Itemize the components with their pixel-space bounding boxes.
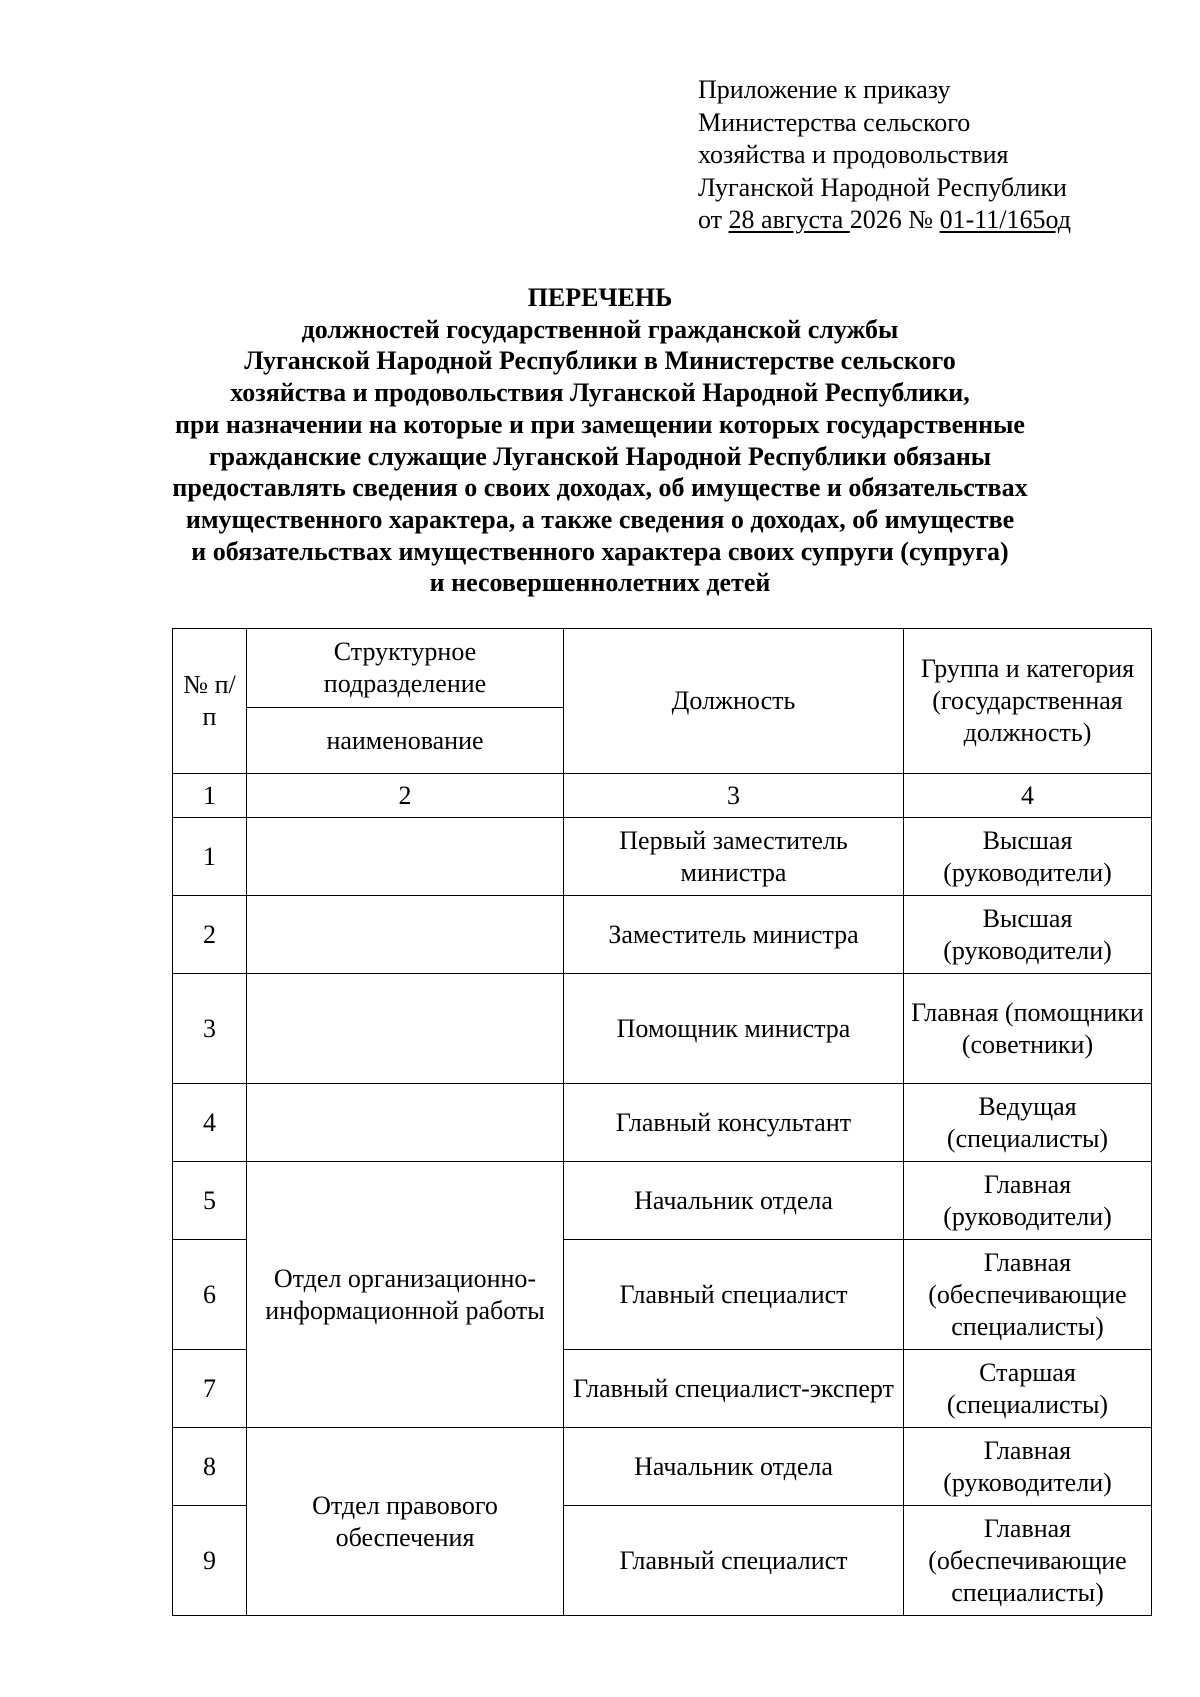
date-prefix: от	[698, 205, 729, 234]
appendix-line: хозяйства и продовольствия	[698, 140, 1009, 169]
appendix-line: Приложение к приказу	[698, 75, 951, 104]
row-number: 8	[173, 1428, 247, 1506]
row-position: Начальник отдела	[564, 1428, 904, 1506]
row-position: Главный специалист	[564, 1240, 904, 1350]
row-unit-empty	[247, 896, 564, 974]
row-unit-empty	[247, 818, 564, 896]
title-line: имущественного характера, а также сведения о доходах, об имуществе	[185, 504, 1015, 534]
row-group: Главная (руководители)	[904, 1162, 1152, 1240]
row-unit: Отдел организационно-информационной работы	[247, 1162, 564, 1428]
row-position: Начальник отдела	[564, 1162, 904, 1240]
row-group: Ведущая (специалисты)	[904, 1084, 1152, 1162]
row-position: Главный специалист-эксперт	[564, 1350, 904, 1428]
table-row	[173, 1084, 1152, 1162]
table-row	[173, 896, 1152, 974]
row-group: Главная (руководители)	[904, 1428, 1152, 1506]
header-struct: Структурное подразделение	[247, 629, 564, 708]
row-position: Заместитель министра	[564, 896, 904, 974]
title-heading: ПЕРЕЧЕНЬ	[527, 283, 673, 312]
row-group: Главная (обеспечивающие специалисты)	[904, 1240, 1152, 1350]
number-prefix: №	[901, 205, 940, 234]
order-date-line	[698, 204, 1071, 237]
header-struct-name: наименование	[247, 708, 564, 774]
row-unit-empty	[247, 974, 564, 1084]
appendix-line: Луганской Народной Республики	[698, 172, 1067, 202]
positions-table	[172, 628, 1152, 1616]
header-row	[173, 629, 1152, 708]
header-group: Группа и категория (государственная должность)	[904, 629, 1152, 774]
col-number: 1	[173, 774, 247, 818]
table-row	[173, 1162, 1152, 1240]
row-number: 9	[173, 1506, 247, 1616]
row-group: Главная (помощники (советники)	[904, 974, 1152, 1084]
header-num: № п/п	[173, 629, 247, 774]
row-number: 7	[173, 1350, 247, 1428]
order-date: 28 августа	[728, 205, 850, 234]
row-number: 5	[173, 1162, 247, 1240]
title-line: и обязательствах имущественного характера своих супруги (супруга)	[191, 536, 1009, 566]
row-unit-empty	[247, 1084, 564, 1162]
appendix-header	[698, 74, 1071, 237]
title-line: должностей государственной гражданской службы	[301, 314, 899, 344]
order-year: 2026	[849, 205, 902, 234]
row-position: Помощник министра	[564, 974, 904, 1084]
row-number: 1	[173, 818, 247, 896]
col-number: 2	[247, 774, 564, 818]
col-number: 3	[564, 774, 904, 818]
appendix-line: Министерства сельского	[698, 107, 971, 137]
row-group: Высшая (руководители)	[904, 818, 1152, 896]
table-row	[173, 1428, 1152, 1506]
table-row	[173, 974, 1152, 1084]
title-line: предоставлять сведения о своих доходах, об имуществе и обязательствах	[172, 473, 1028, 503]
row-position: Главный специалист	[564, 1506, 904, 1616]
title-line: гражданские служащие Луганской Народной Республики обязаны	[208, 441, 992, 471]
col-number: 4	[904, 774, 1152, 818]
row-group: Высшая (руководители)	[904, 896, 1152, 974]
header-position: Должность	[564, 629, 904, 774]
row-number: 3	[173, 974, 247, 1084]
title-line: Луганской Народной Республики в Министерстве сельского	[244, 346, 956, 376]
row-number: 6	[173, 1240, 247, 1350]
row-position: Главный консультант	[564, 1084, 904, 1162]
row-position: Первый заместитель министра	[564, 818, 904, 896]
column-number-row	[173, 774, 1152, 818]
document-title	[150, 282, 1050, 599]
row-group: Старшая (специалисты)	[904, 1350, 1152, 1428]
title-line: хозяйства и продовольствия Луганской Народной Республики,	[230, 378, 970, 408]
row-number: 4	[173, 1084, 247, 1162]
row-number: 2	[173, 896, 247, 974]
title-line: при назначении на которые и при замещении которых государственные	[175, 409, 1025, 439]
row-group: Главная (обеспечивающие специалисты)	[904, 1506, 1152, 1616]
title-line: и несовершеннолетних детей	[429, 568, 771, 598]
row-unit: Отдел правового обеспечения	[247, 1428, 564, 1616]
table-row	[173, 818, 1152, 896]
order-number: 01-11/165од	[939, 205, 1071, 234]
